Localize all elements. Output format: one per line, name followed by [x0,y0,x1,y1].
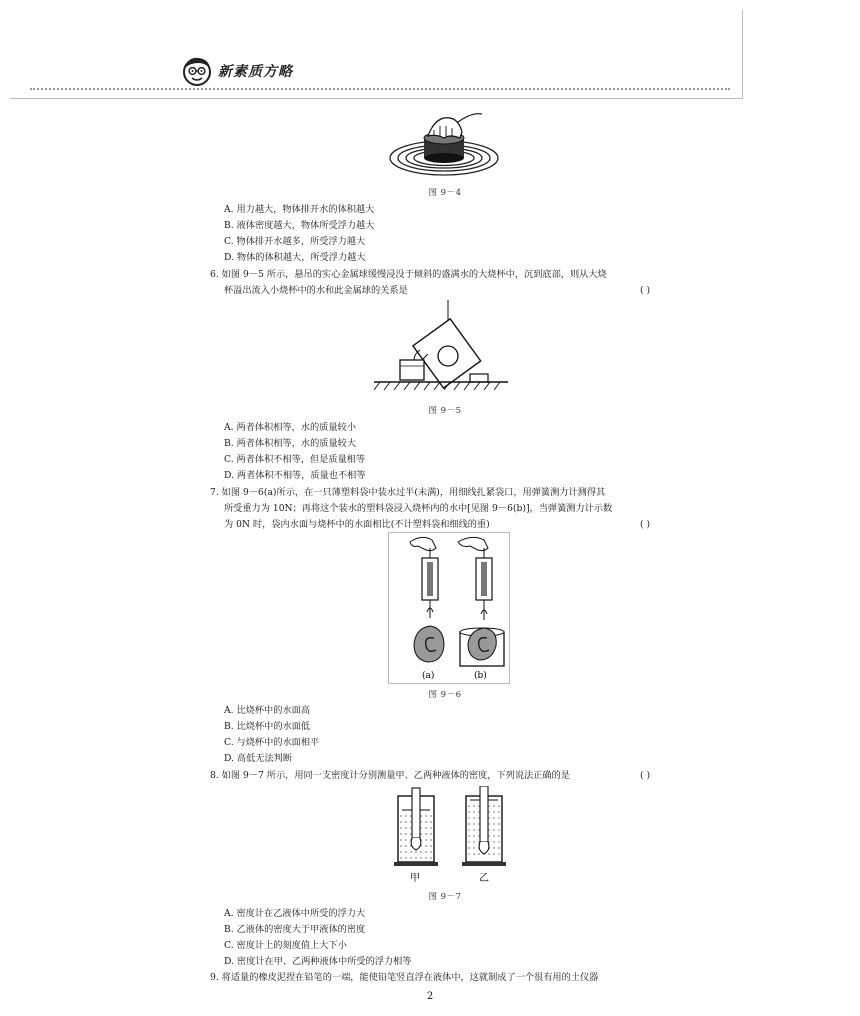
q8-option-a: A. 密度计在乙液体中所受的浮力大 [224,908,366,919]
q8-option-c: C. 密度计上的刻度值上大下小 [224,940,347,951]
q8-answer-blank: ( ) [640,770,651,781]
q8-option-b: B. 乙液体的密度大于甲液体的密度 [224,924,366,935]
q5-option-a: A. 用力越大，物体排开水的体积越大 [224,204,375,215]
q7-option-c: C. 与烧杯中的水面相平 [224,737,320,748]
figure-9-6-caption: 图 9－6 [428,690,462,700]
figure-9-7 [392,786,512,886]
q7-stem-line-3: 为 0N 时，袋内水面与烧杯中的水面相比(不计塑料袋和细线的重) [224,519,490,530]
figure-9-7-caption: 图 9－7 [428,892,462,902]
brand-text: 新素质方略 [218,64,293,80]
q6-option-c: C. 两者体积不相等，但是质量相等 [224,454,366,465]
figure-9-6-label-a: (a) [422,671,435,681]
q8-stem-line-1: 8. 如图 9－7 所示，用同一支密度计分别测量甲、乙两种液体的密度，下列说法正确的是 [210,770,570,781]
q5-option-b: B. 液体密度越大，物体所受浮力越大 [224,220,375,231]
q6-option-a: A. 两者体积相等，水的质量较小 [224,422,356,433]
page-number: 2 [426,991,434,1002]
q5-option-c: C. 物体排开水越多，所受浮力越大 [224,236,366,247]
figure-9-6 [388,532,510,684]
q6-stem-line-2: 杯溢出流入小烧杯中的水和此金属球的关系是 [224,285,408,296]
cartoon-face-icon [180,54,214,88]
q6-option-d: D. 两者体积不相等，质量也不相等 [224,470,366,481]
q6-answer-blank: ( ) [640,285,651,296]
figure-9-7-label-yi: 乙 [479,873,489,884]
q6-option-b: B. 两者体积相等，水的质量较大 [224,438,357,449]
figure-9-4 [388,112,500,178]
q5-option-d: D. 物体的体积越大，所受浮力越大 [224,252,366,263]
brand-logo [180,54,293,88]
header-divider [30,88,730,90]
figure-9-5-caption: 图 9－5 [428,406,462,416]
q7-option-d: D. 高低无法判断 [224,753,293,764]
figure-9-4-caption: 图 9－4 [428,188,462,198]
header-frame [10,10,743,99]
q7-option-b: B. 比烧杯中的水面低 [224,721,311,732]
q7-option-a: A. 比烧杯中的水面高 [224,705,310,716]
q7-stem-line-1: 7. 如图 9－6(a)所示，在一只薄塑料袋中装水过半(未满)，用细线扎紧袋口，用弹簧测力计测得其 [210,487,606,498]
q6-stem-line-1: 6. 如图 9－5 所示，悬吊的实心金属球缓慢浸没于倾斜的盛满水的大烧杯中，沉到底部，则从大烧 [210,269,607,280]
q9-stem-line-1: 9. 将适量的橡皮泥捏在铅笔的一端，能使铅笔竖直浮在液体中，这就制成了一个很有用的土仪器 [210,972,599,983]
figure-9-7-label-jia: 甲 [410,873,420,884]
q7-answer-blank: ( ) [640,519,651,530]
figure-9-5 [374,300,508,398]
q8-option-d: D. 密度计在甲、乙两种液体中所受的浮力相等 [224,956,412,967]
figure-9-6-label-b: (b) [474,671,487,681]
q7-stem-line-2: 所受重力为 10N；再将这个装水的塑料袋浸入烧杯内的水中[见图 9－6(b)]，当弹簧测力计示数 [224,503,613,514]
